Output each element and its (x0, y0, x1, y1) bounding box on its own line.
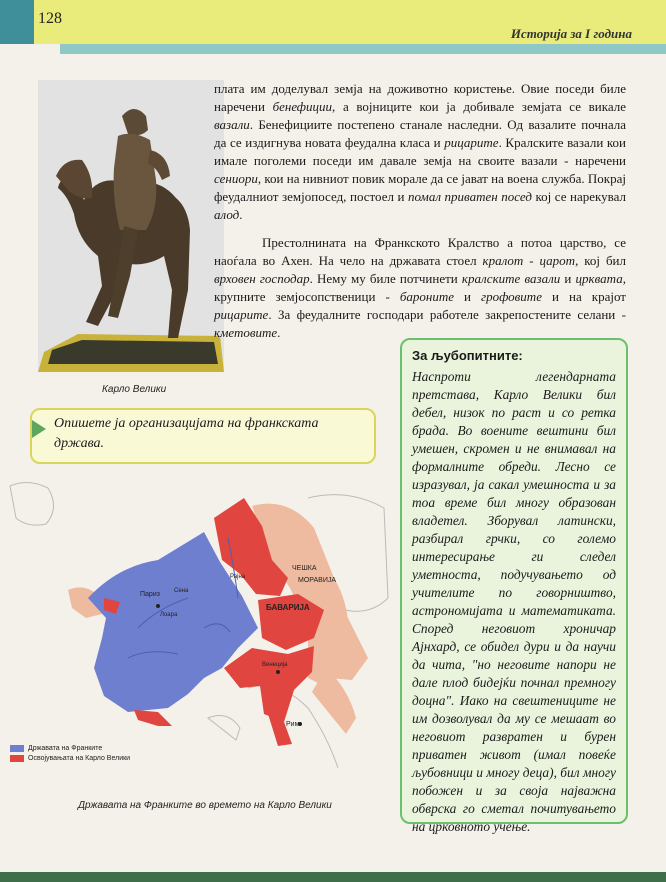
map-label-czech: ЧЕШКА (292, 565, 317, 572)
term-para1-11: алод (214, 207, 240, 222)
legend-label-franks: Државата на Франките (28, 745, 103, 752)
photo-caption: Карло Велики (102, 384, 167, 395)
header-tab (0, 0, 34, 44)
paragraph-feudal-system (214, 80, 626, 224)
task-text: Опишете ја организацијата на франкската држава. (54, 416, 319, 451)
curiosity-box-text: Наспроти легендарната претстава, Карло Велики бил дебел, низок по раст и со ретка брада. Во воените вештини бил умешен, скромен и не внимавал на формалните обреди. Лесно се изразувал, ја сакал умешноста и за тоа време бил многу образован владетел. Зборувал латински, разбирал грчки, со големо интересирање ги следел уметноста, подучувањето од учителите по говорништво, астрономијата и математиката. Според неговиот хроничар Ајнхард, се обидел дури и да научи да чита, "но неговите напори не дале плод бидејќи почнал премногу доцна". Иако на свештениците не им дозволувал да му се мешаат во неговиот развратен и бурен приватен живот (имал повеќе љубовници и многу деца), бил многу побожен и за своја најважна обврска го сметал почитувањето на црковното учење. (412, 369, 616, 834)
frankish-state-map (8, 478, 392, 776)
text-run-para1-8: , кои на нивниот повик морале да се јават на воена служба. Покрај феудалниот земјопосед, постоел и (214, 171, 626, 204)
map-label-rome: Рим (286, 721, 300, 728)
statue-illustration (38, 80, 224, 372)
curiosity-box (400, 338, 628, 834)
term-para1-1: бенефиции (272, 99, 333, 114)
text-run-para2-12: и на крајот (541, 289, 626, 304)
map-label-seine: Сена (174, 588, 189, 594)
map-legend (10, 744, 130, 764)
page-number: 128 (38, 10, 62, 27)
term-para1-3: вазали (214, 117, 250, 132)
legend-item-franks (10, 744, 130, 754)
map-label-bavaria: БАВАРИЈА (266, 603, 310, 612)
term-para2-9: бароните (399, 289, 454, 304)
term-para1-7: сениори (214, 171, 258, 186)
text-run-para2-4: . Нему му биле потчинети (309, 271, 462, 286)
text-run-para1-6: . Кралските вазали кои имале поголеми поседи им давале земја на своите вазали - наречени (214, 135, 626, 168)
term-para2-7: црквата (575, 271, 623, 286)
term-para2-5: кралските вазали (461, 271, 561, 286)
term-para2-11: грофовите (481, 289, 542, 304)
text-run-para2-6: и (560, 271, 576, 286)
legend-swatch-conquests (10, 755, 24, 762)
text-run-para2-0: Престолнината на Франкското Кралство а потоа царство, се наоѓала во Ахен. На чело на државата стоел (214, 235, 626, 268)
legend-swatch-franks (10, 745, 24, 752)
book-title: Историја за I година (510, 26, 632, 41)
text-run-para2-8: , крупните земјосопственици - (214, 271, 626, 304)
text-run-para1-10: кој се нарекувал (531, 189, 627, 204)
text-run-para2-16: . (277, 325, 281, 340)
map-label-paris: Париз (140, 591, 160, 598)
term-para1-5: рицарите (444, 135, 499, 150)
text-run-para2-10: и (453, 289, 482, 304)
map-illustration (8, 478, 392, 776)
bottom-band (0, 872, 666, 882)
map-label-rhine: Рајна (230, 574, 246, 580)
curiosity-box-title: За љубопитните: (412, 348, 523, 363)
legend-label-conquests: Освојувањата на Карло Велики (28, 755, 131, 762)
charlemagne-statue-photo (38, 80, 224, 372)
text-run-para1-4: . Бенефициите постепено станале наследни. Од вазалите почнала да се издигнува новата феудална класа и (214, 117, 626, 150)
term-para2-1: кралот - царот (482, 253, 576, 268)
legend-item-conquests (10, 754, 130, 764)
term-para2-3: врховен господар (214, 271, 310, 286)
map-label-loire: Лоара (160, 612, 178, 618)
text-run-para1-12: . (239, 207, 243, 222)
text-run-para2-2: , кој бил (575, 253, 627, 268)
map-caption: Државата на Франките во времето на Карло Велики (78, 800, 332, 811)
text-run-para1-0: плата им доделувал земја на доживотно користење. Овие поседи биле наречени (214, 81, 626, 114)
paragraph-state-organization (214, 234, 626, 342)
text-run-para2-14: . За феудалните господари работеле закрепостените селани - (268, 307, 626, 322)
term-para2-13: рицарите (214, 307, 269, 322)
text-run-para1-2: , а војниците кои ја добивале земјата се викале (332, 99, 626, 114)
term-para2-15: кметовите (214, 325, 278, 340)
term-para1-9: помал приватен посед (408, 189, 532, 204)
header-strip (60, 44, 666, 54)
task-box (30, 408, 376, 464)
task-arrow-icon (32, 420, 46, 438)
map-label-moravia: МОРАВИЈА (298, 577, 337, 584)
map-label-venice: Венеција (262, 662, 288, 668)
